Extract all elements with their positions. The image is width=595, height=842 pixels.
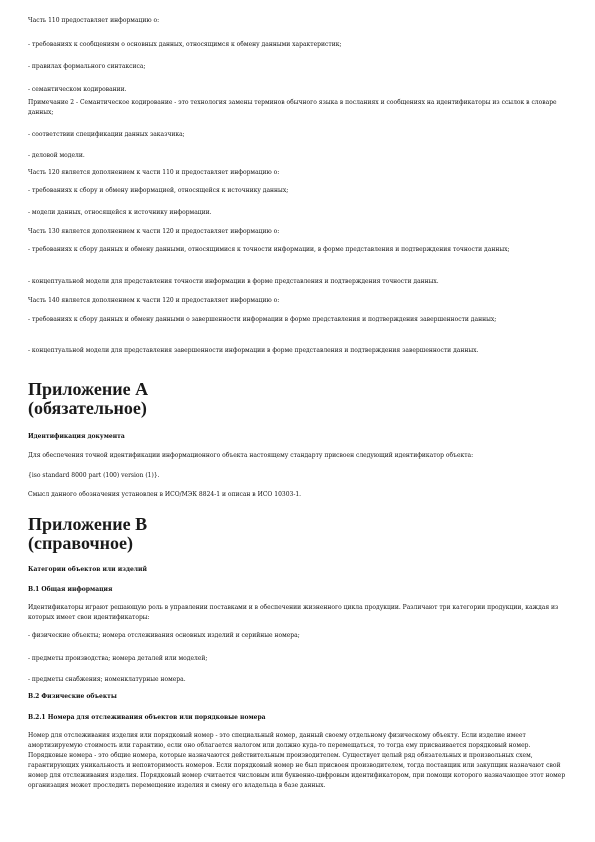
section-heading: В.2.1 Номера для отслеживания объектов или порядковые номера — [28, 714, 266, 721]
paragraph: Часть 110 предоставляет информацию о: — [28, 17, 160, 24]
annex-a-title-line1: Приложение А — [28, 379, 149, 399]
paragraph: Часть 120 является дополнением к части 110 и предоставляет информацию о: — [28, 169, 280, 176]
paragraph: Смысл данного обозначения установлен в ИСО/МЭК 8824-1 и описан в ИСО 10303-1. — [28, 491, 302, 498]
paragraph: {iso standard 8000 part (100) version (1)}. — [28, 472, 160, 479]
paragraph: Для обеспечения точной идентификации информационного объекта настоящему стандарту присвоен следующий идентификатор объекта: — [28, 452, 474, 459]
list-item: - требованиях к сбору данных и обмену данными о завершенности информации в форме представления и подтверждения завершенности данных; — [28, 316, 497, 323]
annex-a-title — [28, 380, 568, 418]
list-item: - требованиях к сообщениям о основных данных, относящимся к обмену данными характеристик; — [28, 41, 342, 48]
list-item: - деловой модели. — [28, 152, 85, 159]
annex-a-title-line2: (обязательное) — [28, 398, 147, 418]
annex-b-title-line1: Приложение В — [28, 514, 148, 534]
paragraph: Часть 140 является дополнением к части 120 и предоставляет информацию о: — [28, 297, 280, 304]
list-item: - предметы производства; номера деталей или моделей; — [28, 655, 208, 662]
paragraph: Идентификаторы играют решающую роль в управлении поставками и в обеспечении жизненного цикла продукции. Различают три категории продукции, каждая из которых имеет свои идентификаторы: — [28, 604, 559, 621]
list-item: - соответствии спецификации данных заказчика; — [28, 131, 185, 138]
section-heading: В.2 Физические объекты — [28, 693, 117, 700]
list-item: - предметы снабжения; номенклатурные номера. — [28, 676, 186, 683]
list-item: - физические объекты; номера отслеживания основных изделий и серийные номера; — [28, 632, 300, 639]
paragraph: Номер для отслеживания изделия или порядковый номер - это специальный номер, данный своему отдельному физическому объекту. Если изделие имеет амортизируемую стоимость или гарантию, если оно облагается налогом или должно куда-то перемещаться, то тогда ему присваивается порядковый номер. Порядковые номера - это общие номера, которые назначаются действительным производителем. Существует целый ряд обязательных и произвольных схем, гарантирующих уникальность и неповторимость номеров. Если порядковый номер не был присвоен производителем, тогда поставщик или закупщик назначают свой номер для отслеживания изделия. Порядковый номер считается числовым или буквенно-цифровым идентификатором, при помощи которого назначающее этот номер организация может проследить перемещение изделия и смену его владельца в базе данных. — [28, 732, 566, 789]
annex-b-subheading: Категории объектов или изделий — [28, 566, 147, 573]
list-item: - семантическом кодировании. — [28, 86, 127, 93]
list-item: - концептуальной модели для представления завершенности информации в форме представления и подтверждения завершенности данных. — [28, 347, 479, 354]
annex-b-title — [28, 515, 568, 553]
list-item: - правилах формального синтаксиса; — [28, 63, 146, 70]
note-paragraph: Примечание 2 - Семантическое кодирование - это технология замены терминов обычного языка в посланиях и сообщениях на идентификаторы из ссылок в словаре данных; — [28, 99, 557, 116]
annex-b-title-line2: (справочное) — [28, 533, 134, 553]
paragraph: Часть 130 является дополнением к части 120 и предоставляет информацию о: — [28, 228, 280, 235]
annex-a-subheading: Идентификация документа — [28, 433, 125, 440]
list-item: - модели данных, относящейся к источнику информации. — [28, 209, 212, 216]
list-item: - концептуальной модели для представления точности информации в форме представления и подтверждения точности данных. — [28, 278, 439, 285]
list-item: - требованиях к сбору данных и обмену данными, относящимися к точности информации, в форме представления и подтверждения точности данных; — [28, 246, 510, 253]
list-item: - требованиях к сбору и обмену информацией, относящейся к источнику данных; — [28, 187, 289, 194]
section-heading: В.1 Общая информация — [28, 586, 113, 593]
